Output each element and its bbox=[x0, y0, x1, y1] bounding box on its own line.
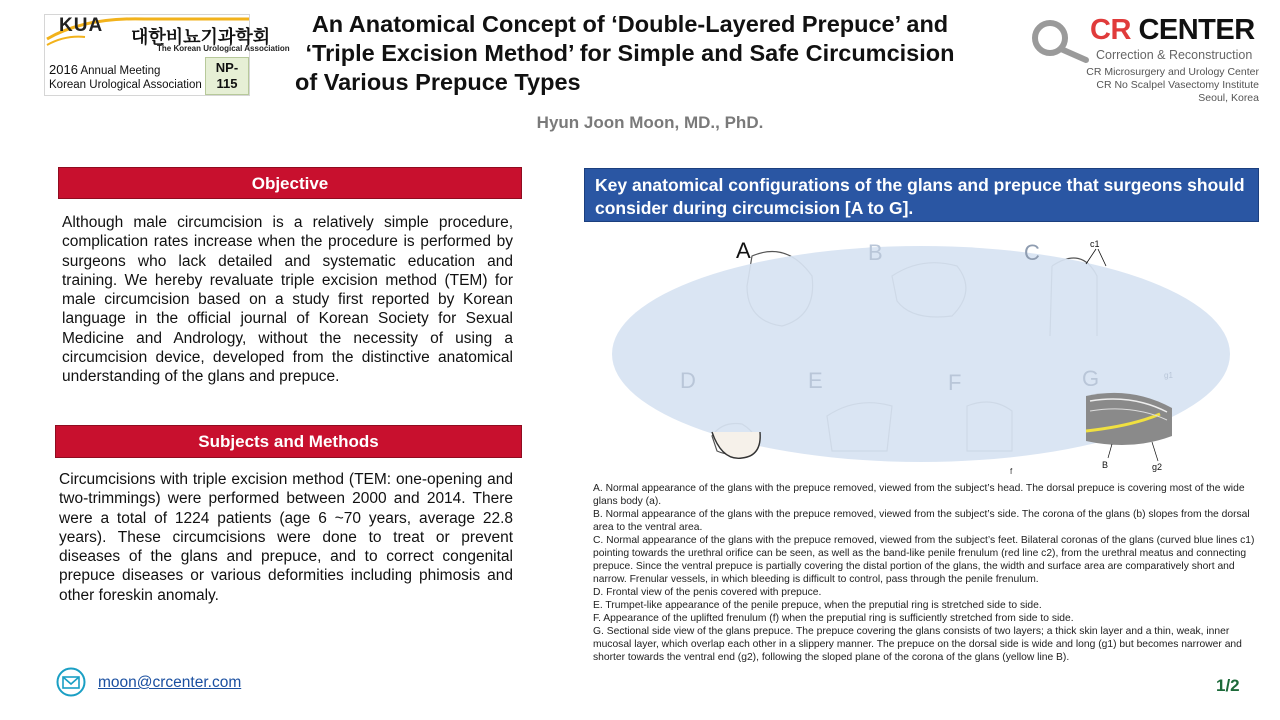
caption-c: C. Normal appearance of the glans with the prepuce removed, viewed from the subject’s feet. Bilateral coronas of the glans (curved blue lines c1) pointing towards the urethral orifice can be seen, as well as the band-like penile frenulum (red line c2), from the urethral meatus and connecting prepuce. Since the ventral prepuce is partially covering the distal portion of the glans, the width and surface area are comparatively short and narrow. Frenular vessels, in which bleeding is difficult to control, pass through the penile frenulum. bbox=[593, 535, 1255, 585]
kua-meeting-info bbox=[49, 63, 202, 92]
annotation-b: B bbox=[1102, 460, 1109, 470]
caption-g: G. Sectional side view of the glans prepuce. The prepuce covering the glans consists of two layers; a thick skin layer and a thin, weak, inner mucosal layer, which overlap each other in a slippery manner. The prepuce on the dorsal side is wide and long (g1) but becomes narrower and shorter towards the ventral end (g2), following the sloped plane of the corona of the glans (yellow line B). bbox=[593, 626, 1242, 663]
figure-caption bbox=[593, 482, 1255, 664]
panel-label-f: F bbox=[948, 370, 962, 395]
kua-korean-name: 대한비뇨기과학회 bbox=[131, 27, 271, 47]
title-line3: of Various Prepuce Types bbox=[295, 69, 581, 95]
panel-label-a: A bbox=[736, 238, 751, 263]
annotation-c1: c1 bbox=[1090, 239, 1100, 249]
methods-text: Circumcisions with triple excision method (TEM: one-opening and two-trimmings) were performed between 2000 and 2014. There were a total of 1224 patients (age 6 ~70 years, average 22.8 years). These circumcisions were done to treat or prevent diseases of the glans and prepuce, and to correct congenital prepuce diseases or various deformities including phimosis and other foreskin anomaly. bbox=[59, 471, 513, 604]
cr-tagline: Correction & Reconstruction bbox=[1096, 48, 1253, 62]
poster-code-badge bbox=[205, 57, 249, 95]
caption-a: A. Normal appearance of the glans with the prepuce removed, viewed from the subject’s head. The dorsal prepuce is covering most of the wide glans body (a). bbox=[593, 483, 1245, 507]
meeting-line2: Korean Urological Association bbox=[49, 79, 202, 91]
methods-header: Subjects and Methods bbox=[55, 425, 522, 458]
panel-label-d: D bbox=[680, 368, 696, 393]
cr-name-suffix: CENTER bbox=[1130, 14, 1255, 46]
kua-logo bbox=[44, 14, 290, 96]
poster-code-line2: 115 bbox=[216, 76, 238, 91]
panel-label-b: B bbox=[868, 240, 883, 265]
magnifier-icon bbox=[1028, 18, 1090, 66]
poster-code-line1: NP- bbox=[215, 60, 239, 75]
page-number: 1/2 bbox=[1216, 676, 1240, 695]
panel-label-e: E bbox=[808, 368, 823, 393]
caption-f: F. Appearance of the uplifted frenulum (f) when the preputial ring is sufficiently stretched from side to side. bbox=[593, 613, 1074, 624]
caption-b: B. Normal appearance of the glans with the prepuce removed, viewed from the subject’s side. The corona of the glans (b) slopes from the dorsal area to the ventral area. bbox=[593, 509, 1250, 533]
cr-info-line3: Seoul, Korea bbox=[1198, 92, 1259, 104]
kua-english-name: The Korean Urological Association bbox=[157, 44, 290, 53]
key-anatomy-header: Key anatomical configurations of the glans and prepuce that surgeons should consider during circumcision [A to G]. bbox=[584, 168, 1259, 222]
mail-icon bbox=[56, 667, 86, 697]
cr-institution-info bbox=[1000, 66, 1259, 105]
meeting-year: 2016 bbox=[49, 62, 78, 77]
annotation-g1: g1 bbox=[1164, 371, 1173, 380]
objective-text: Although male circumcision is a relatively simple procedure, complication rates increase when the procedure is performed by surgeons who lack detailed and systematic education and training. We hereby revaluate triple excision method (TEM) for male circumcision based on a study first reported by Korean language in the official journal of Korean Society for Sexual Medicine and Andrology, without the necessity of using a circumcision device, developed from the distinctive anatomical understanding of the glans and prepuce. bbox=[62, 214, 513, 386]
caption-e: E. Trumpet-like appearance of the penile prepuce, when the preputial ring is stretched side to side. bbox=[593, 600, 1042, 611]
panel-label-g: G bbox=[1082, 366, 1100, 391]
annotation-f: f bbox=[1010, 467, 1013, 476]
caption-d: D. Frontal view of the penis covered with prepuce. bbox=[593, 587, 822, 598]
cr-name-prefix: CR bbox=[1090, 14, 1131, 46]
title-line1: An Anatomical Concept of ‘Double-Layered Prepuce’ and bbox=[311, 11, 949, 37]
author-name: Hyun Joon Moon, MD., PhD. bbox=[536, 113, 764, 132]
annotation-g2: g2 bbox=[1152, 462, 1163, 472]
email-link[interactable]: moon@crcenter.com bbox=[98, 674, 242, 691]
anatomy-figure bbox=[612, 236, 1260, 476]
meeting-line1: Annual Meeting bbox=[80, 65, 161, 77]
cr-info-line2: CR No Scalpel Vasectomy Institute bbox=[1096, 79, 1259, 91]
panel-d-drawing bbox=[712, 432, 760, 458]
panel-label-c: C bbox=[1024, 240, 1040, 265]
objective-header: Objective bbox=[58, 167, 522, 199]
poster-title bbox=[290, 10, 970, 97]
cr-center-name bbox=[1090, 14, 1255, 47]
kua-letters: KUA bbox=[59, 15, 104, 36]
cr-info-line1: CR Microsurgery and Urology Center bbox=[1086, 66, 1259, 78]
title-line2: ‘Triple Excision Method’ for Simple and Safe Circumcision bbox=[305, 40, 955, 66]
